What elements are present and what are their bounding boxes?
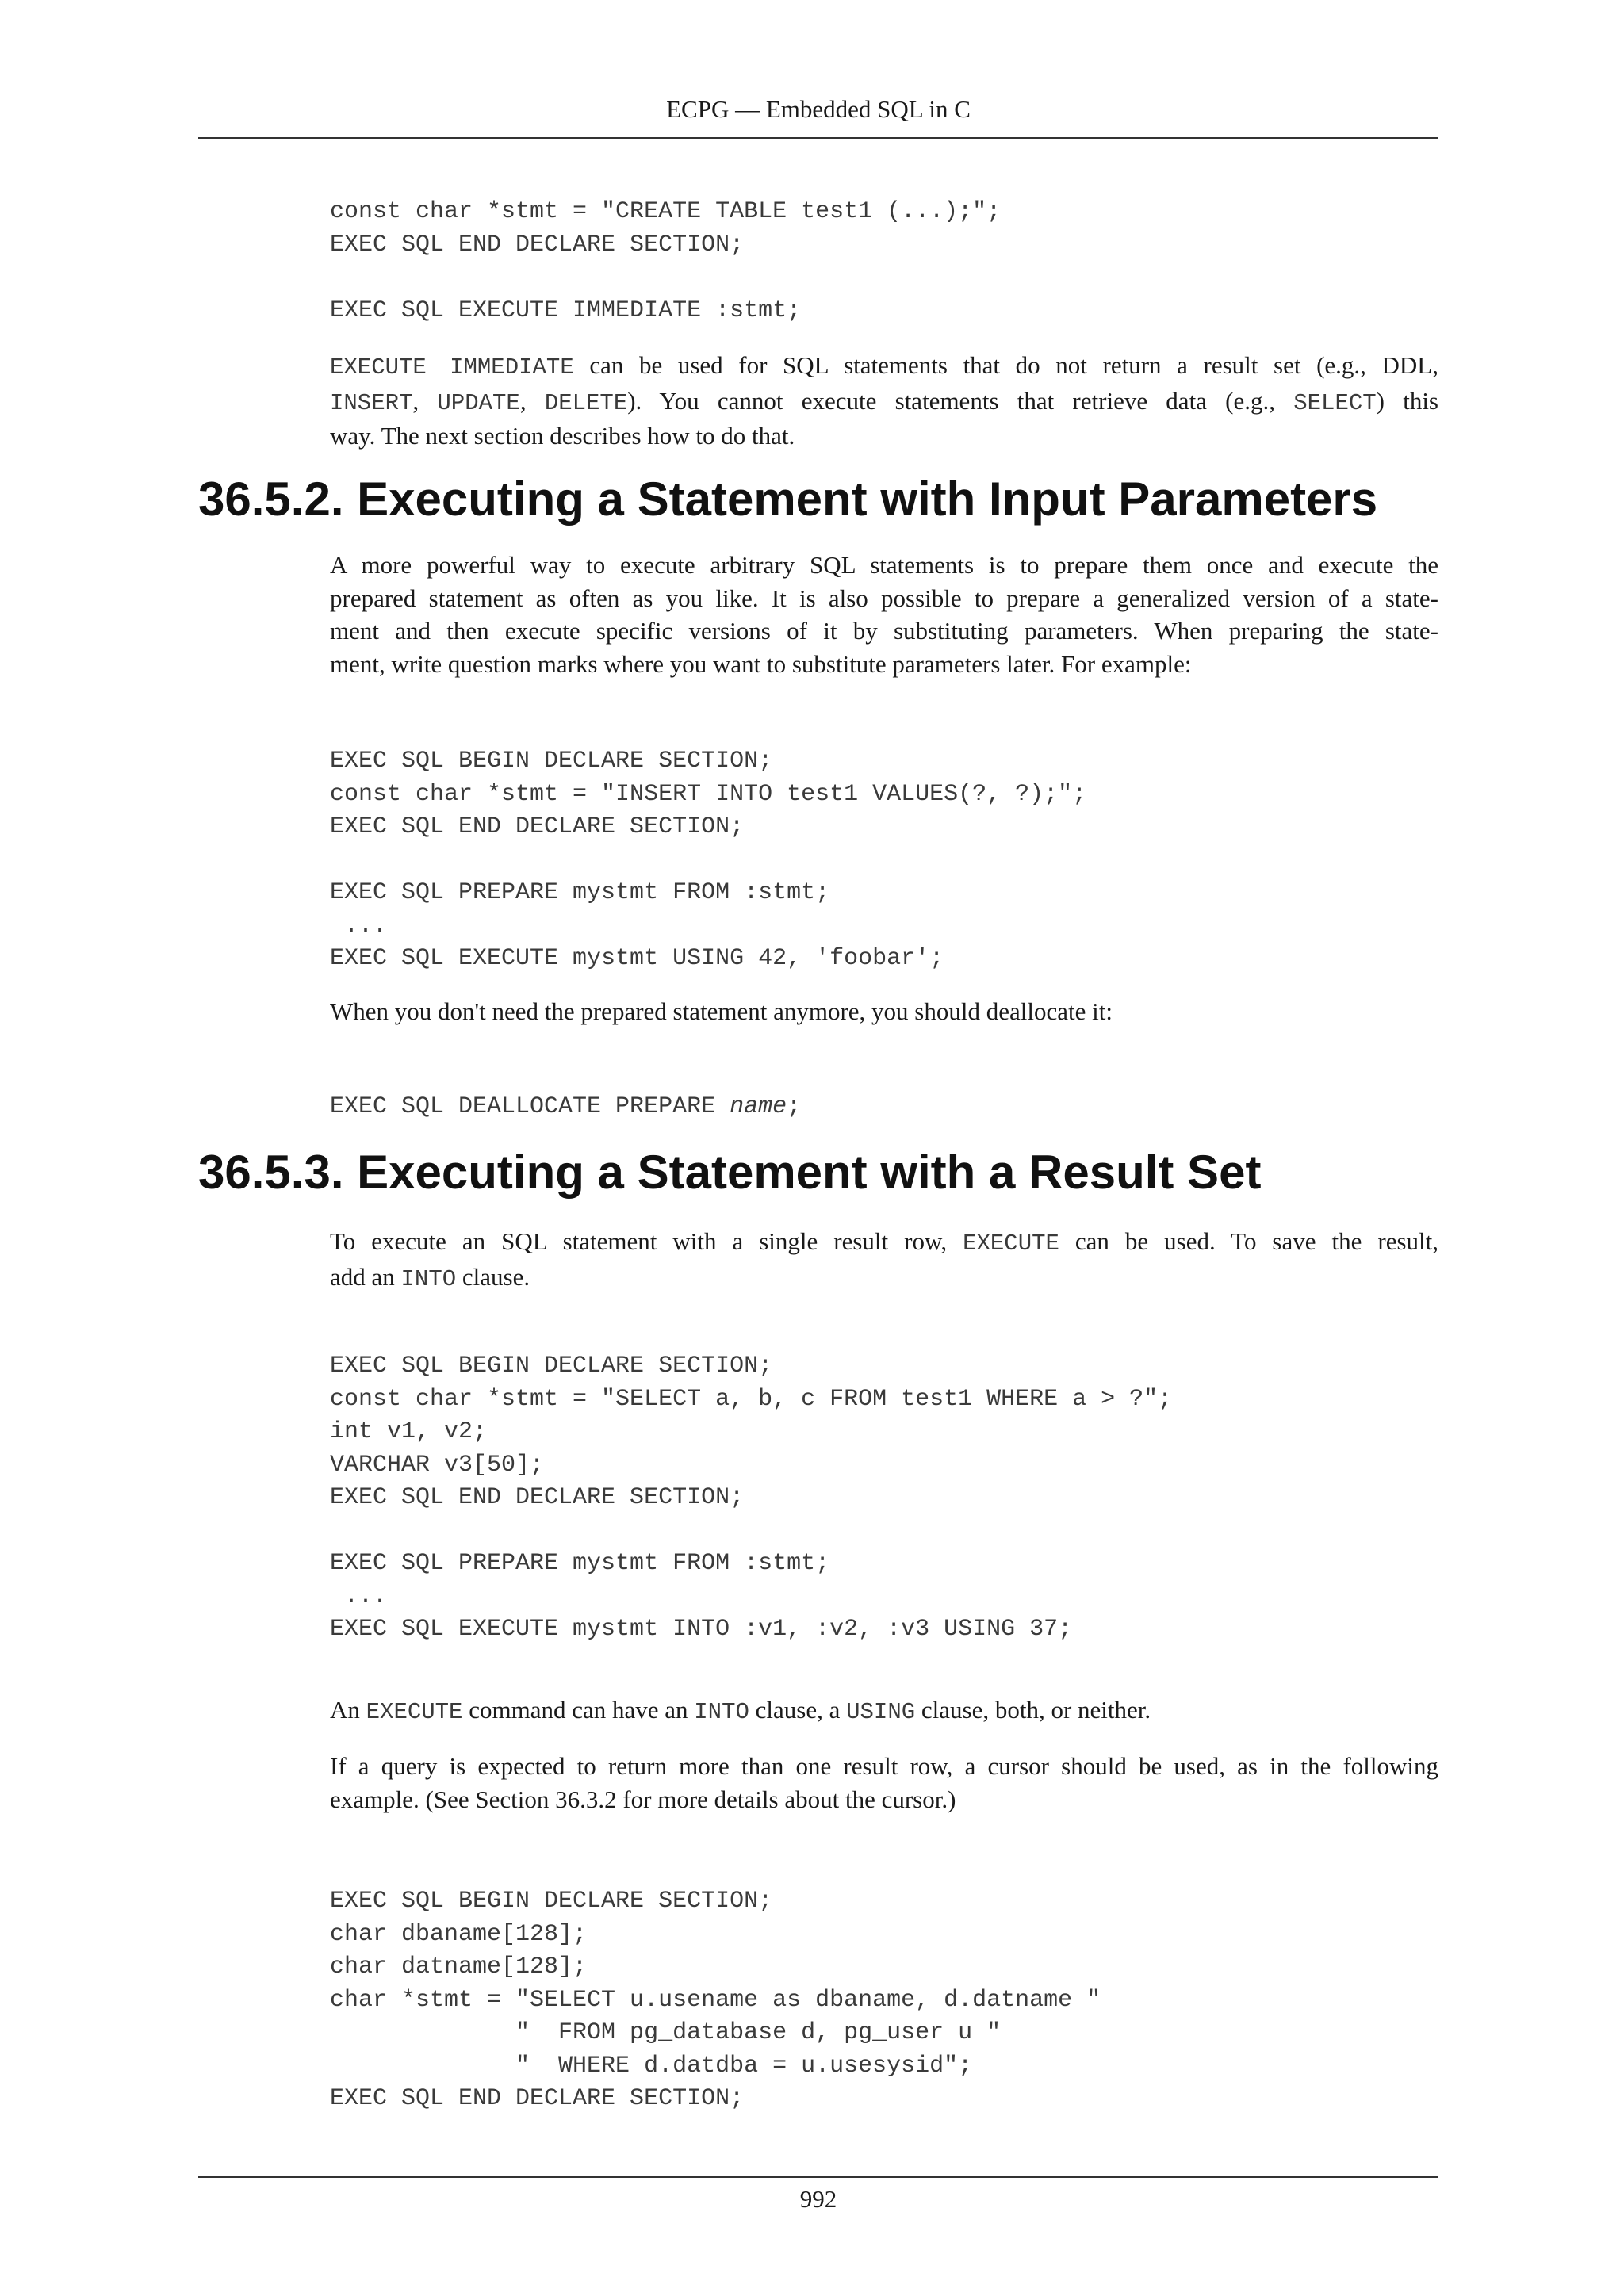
text-run: clause. <box>456 1262 530 1291</box>
footer-rule <box>198 2176 1438 2178</box>
paragraph-line <box>330 385 1438 420</box>
code-line: char dbaname[128]; <box>330 1920 588 1948</box>
inline-code: INSERT <box>330 389 413 416</box>
code-line: EXEC SQL BEGIN DECLARE SECTION; <box>330 748 773 775</box>
paragraph-prepare-intro <box>330 549 1438 680</box>
code-line: char *stmt = "SELECT u.usename as dbaname, d.datname " <box>330 1986 1101 2014</box>
paragraph-line <box>330 1261 1438 1296</box>
code-text: ; <box>787 1093 802 1120</box>
header-rule <box>198 137 1438 139</box>
code-line: EXEC SQL BEGIN DECLARE SECTION; <box>330 1353 773 1380</box>
code-block-create-table <box>330 196 1438 327</box>
inline-code: EXECUTE <box>366 1699 463 1725</box>
inline-code: SELECT <box>1293 389 1377 416</box>
code-line: EXEC SQL EXECUTE mystmt INTO :v1, :v2, :v3 USING 37; <box>330 1616 1073 1643</box>
text-run: , <box>412 386 438 415</box>
code-line: EXEC SQL EXECUTE IMMEDIATE :stmt; <box>330 297 802 324</box>
text-run: To execute an SQL statement with a single result row, <box>330 1227 963 1255</box>
paragraph-line: If a query is expected to return more than one result row, a cursor should be used, as in the following <box>330 1752 1438 1780</box>
paragraph-cursor <box>330 1750 1438 1816</box>
code-line: EXEC SQL EXECUTE mystmt USING 42, 'foobar'; <box>330 945 944 972</box>
inline-code: EXECUTE IMMEDIATE <box>330 354 574 381</box>
code-line: const char *stmt = "INSERT INTO test1 VALUES(?, ?);"; <box>330 780 1087 808</box>
text-run: clause, both, or neither. <box>915 1696 1151 1724</box>
code-line: ... <box>330 1582 388 1610</box>
code-line: EXEC SQL END DECLARE SECTION; <box>330 231 745 258</box>
code-line: EXEC SQL BEGIN DECLARE SECTION; <box>330 1888 773 1915</box>
inline-code: EXECUTE <box>963 1230 1059 1257</box>
code-line: const char *stmt = "SELECT a, b, c FROM test1 WHERE a > ?"; <box>330 1385 1173 1413</box>
code-line: const char *stmt = "CREATE TABLE test1 (...);"; <box>330 198 1002 225</box>
text-run: , <box>519 386 545 415</box>
code-variable: name <box>730 1093 787 1120</box>
text-run: clause, a <box>749 1696 847 1724</box>
paragraph-line: example. (See Section 36.3.2 for more details about the cursor.) <box>330 1785 956 1813</box>
running-header: ECPG — Embedded SQL in C <box>666 95 971 123</box>
code-line: char datname[128]; <box>330 1954 588 1980</box>
inline-code: USING <box>846 1699 916 1725</box>
code-line: int v1, v2; <box>330 1418 488 1445</box>
paragraph-line <box>330 1225 1438 1261</box>
text-run: add an <box>330 1262 401 1291</box>
inline-code: DELETE <box>544 389 628 416</box>
paragraph-execute-clauses <box>330 1693 1438 1729</box>
code-line: VARCHAR v3[50]; <box>330 1451 545 1479</box>
page-number: 992 <box>799 2185 837 2213</box>
code-line: EXEC SQL PREPARE mystmt FROM :stmt; <box>330 879 830 906</box>
text-run: can be used for SQL statements that do not return a result set (e.g., DDL, <box>573 351 1438 379</box>
code-line: EXEC SQL END DECLARE SECTION; <box>330 813 745 840</box>
text-run: ). You cannot execute statements that retrieve data (e.g., <box>627 386 1294 415</box>
paragraph-line: A more powerful way to execute arbitrary SQL statements is to prepare them once and execute the <box>330 551 1438 579</box>
paragraph-line: ment, write question marks where you want to substitute parameters later. For example: <box>330 649 1192 678</box>
text-run: command can have an <box>462 1696 695 1724</box>
code-line: EXEC SQL PREPARE mystmt FROM :stmt; <box>330 1550 830 1577</box>
inline-code: INTO <box>694 1699 749 1725</box>
code-line: " FROM pg_database d, pg_user u " <box>330 2019 1002 2046</box>
inline-code: UPDATE <box>437 389 520 416</box>
code-block-insert-prepare <box>330 745 1438 976</box>
code-line: EXEC SQL END DECLARE SECTION; <box>330 1484 745 1511</box>
paragraph-line: ment and then execute specific versions of it by substituting parameters. When preparing the state- <box>330 617 1438 645</box>
code-block-cursor-declare <box>330 1885 1438 2116</box>
code-block-select-into <box>330 1350 1438 1647</box>
text-run: ) this <box>1376 386 1438 415</box>
section-heading-result-set: 36.5.3. Executing a Statement with a Result Set <box>198 1146 1262 1199</box>
code-line: EXEC SQL END DECLARE SECTION; <box>330 2085 745 2112</box>
paragraph-deallocate <box>330 995 1438 1028</box>
paragraph-line: way. The next section describes how to do that. <box>330 422 795 450</box>
code-line: ... <box>330 912 388 939</box>
text-run: An <box>330 1696 366 1724</box>
code-line: " WHERE d.datdba = u.usesysid"; <box>330 2052 973 2080</box>
text-run: can be used. To save the result, <box>1059 1227 1439 1255</box>
paragraph-execute-immediate <box>330 349 1438 453</box>
inline-code: INTO <box>400 1265 457 1292</box>
paragraph-single-row <box>330 1225 1438 1295</box>
paragraph-line <box>330 1693 1438 1729</box>
code-text: EXEC SQL DEALLOCATE PREPARE <box>330 1093 730 1120</box>
code-block-deallocate <box>330 1091 1438 1124</box>
paragraph-line <box>330 349 1438 385</box>
paragraph-line: prepared statement as often as you like. It is also possible to prepare a generalized version of a state- <box>330 584 1438 612</box>
section-heading-input-parameters: 36.5.2. Executing a Statement with Input Parameters <box>198 473 1378 526</box>
paragraph-line: When you don't need the prepared statement anymore, you should deallocate it: <box>330 997 1113 1025</box>
